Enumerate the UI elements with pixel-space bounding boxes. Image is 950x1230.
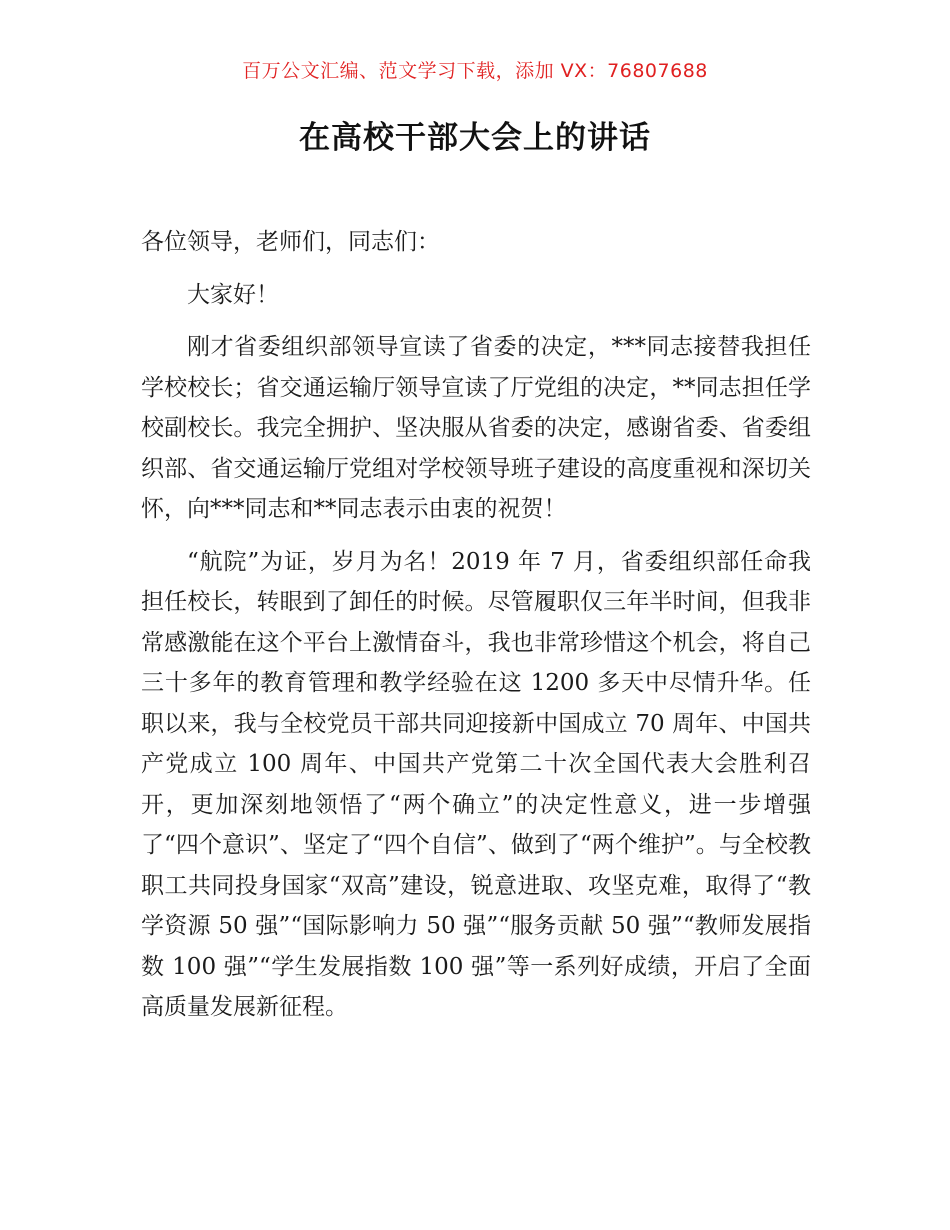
- paragraph-greeting: 大家好！: [187, 281, 279, 308]
- paragraph-appointment: 刚才省委组织部领导宣读了省委的决定，***同志接替我担任学校校长；省交通运输厅领导宣读了厅党组的决定，**同志担任学校副校长。我完全拥护、坚决服从省委的决定，感谢省委、省委组织部、省交通运输厅党组对学校领导班子建设的高度重视和深切关怀，向***同志和**同志表示由衷的祝贺！: [141, 334, 811, 522]
- salutation: 各位领导，老师们，同志们：: [141, 229, 440, 255]
- paragraph-review: “航院”为证，岁月为名！2019 年 7 月，省委组织部任命我担任校长，转眼到了卸任的时候。尽管履职仅三年半时间，但我非常感激能在这个平台上激情奋斗，我也非常珍惜这个机会，将自己三十多年的教育管理和教学经验在这 1200 多天中尽情升华。任职以来，我与全校党员干部共同迎接新中国成立 70 周年、中国共产党成立 100 周年、中国共产党第二十次全国代表大会胜利召开，更加深刻地领悟了“两个确立”的决定性意义，进一步增强了“四个意识”、坚定了“四个自信”、做到了“两个维护”。与全校教职工共同投身国家“双高”建设，锐意进取、攻坚克难，取得了“教学资源 50 强”“国际影响力 50 强”“服务贡献 50 强”“教师发展指数 100 强”“学生发展指数 100 强”等一系列好成绩，开启了全面高质量发展新征程。: [141, 548, 811, 1020]
- header-note: 百万公文汇编、范文学习下载，添加 VX：76807688: [242, 60, 708, 82]
- document-body: [141, 222, 811, 1040]
- document-title: 在高校干部大会上的讲话: [299, 120, 651, 156]
